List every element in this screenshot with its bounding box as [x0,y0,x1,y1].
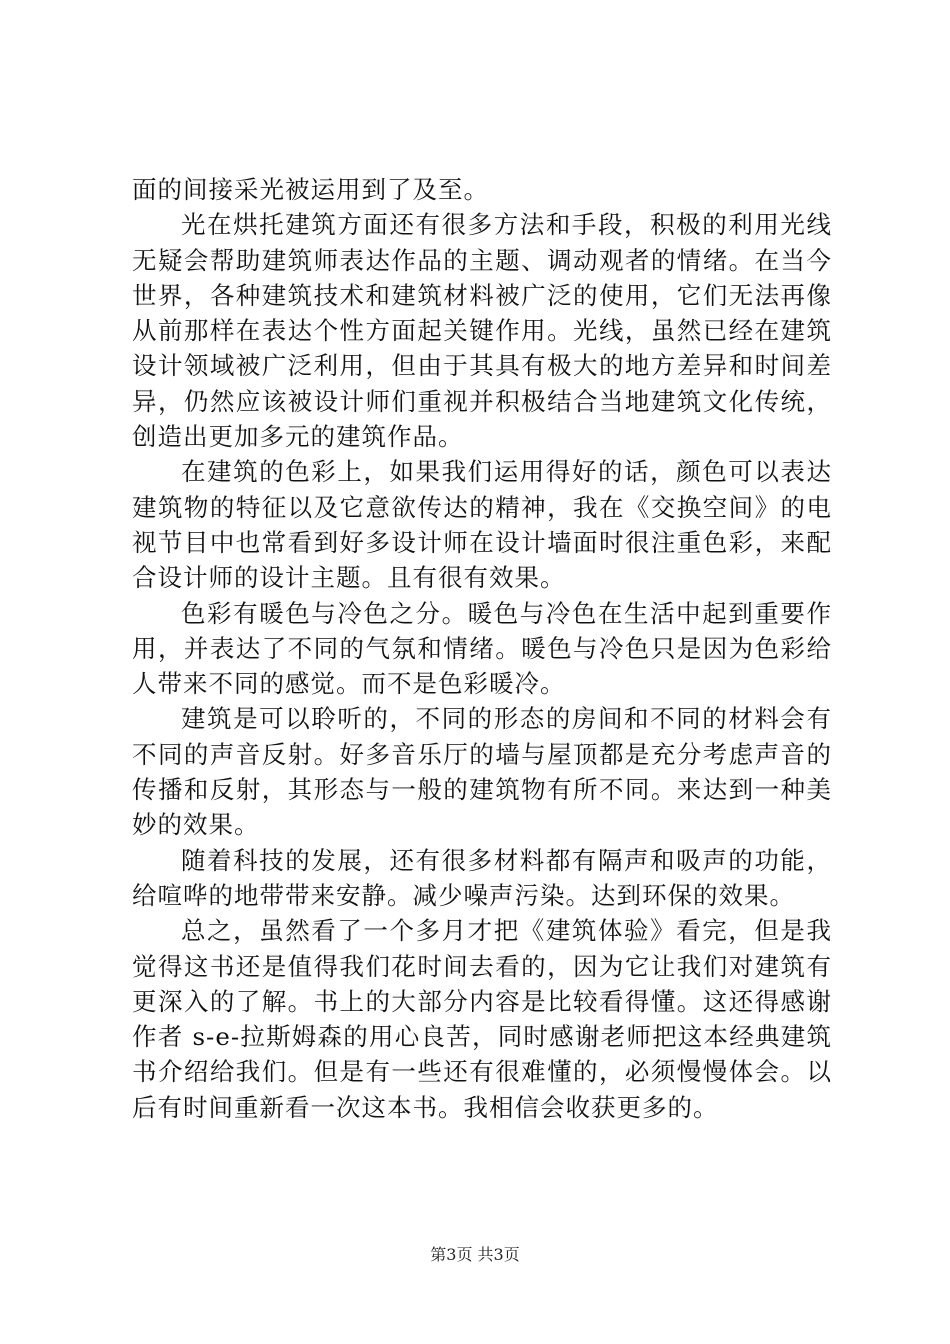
page-footer: 第3页 共3页 [430,1245,520,1264]
paragraph-conclusion: 总之，虽然看了一个多月才把《建筑体验》看完，但是我觉得这书还是值得我们花时间去看的，因为它让我们对建筑有更深入的了解。书上的大部分内容是比较看得懂。这还得感谢作者 s-e-拉斯姆森的用心良苦，同时感谢老师把这本经典建筑书介绍给我们。但是有一些还有很难懂的，必须慢慢体会。以后有时间重新看一次这本书。我相信会收获更多的。 [132,916,832,1122]
paragraph-sound: 建筑是可以聆听的，不同的形态的房间和不同的材料会有不同的声音反射。好多音乐厅的墙与屋顶都是充分考虑声音的传播和反射，其形态与一般的建筑物有所不同。来达到一种美妙的效果。 [132,704,832,840]
paragraph-light: 光在烘托建筑方面还有很多方法和手段，积极的利用光线无疑会帮助建筑师表达作品的主题、调动观者的情绪。在当今世界，各种建筑技术和建筑材料被广泛的使用，它们无法再像从前那样在表达个性方面起关键作用。光线，虽然已经在建筑设计领域被广泛利用，但由于其具有极大的地方差异和时间差异，仍然应该被设计师们重视并积极结合当地建筑文化传统，创造出更加多元的建筑作品。 [132,210,832,452]
paragraph-materials: 随着科技的发展，还有很多材料都有隔声和吸声的功能，给喧哗的地带带来安静。减少噪声污染。达到环保的效果。 [132,845,832,910]
paragraph-color: 在建筑的色彩上，如果我们运用得好的话，颜色可以表达建筑物的特征以及它意欲传达的精神，我在《交换空间》的电视节目中也常看到好多设计师在设计墙面时很注重色彩，来配合设计师的设计主题。且有很有效果。 [132,457,832,593]
paragraph-warm-cool: 色彩有暖色与冷色之分。暖色与冷色在生活中起到重要作用，并表达了不同的气氛和情绪。暖色与冷色只是因为色彩给人带来不同的感觉。而不是色彩暖冷。 [132,598,832,699]
document-body [132,172,832,1125]
paragraph-continued: 面的间接采光被运用到了及至。 [132,175,489,204]
